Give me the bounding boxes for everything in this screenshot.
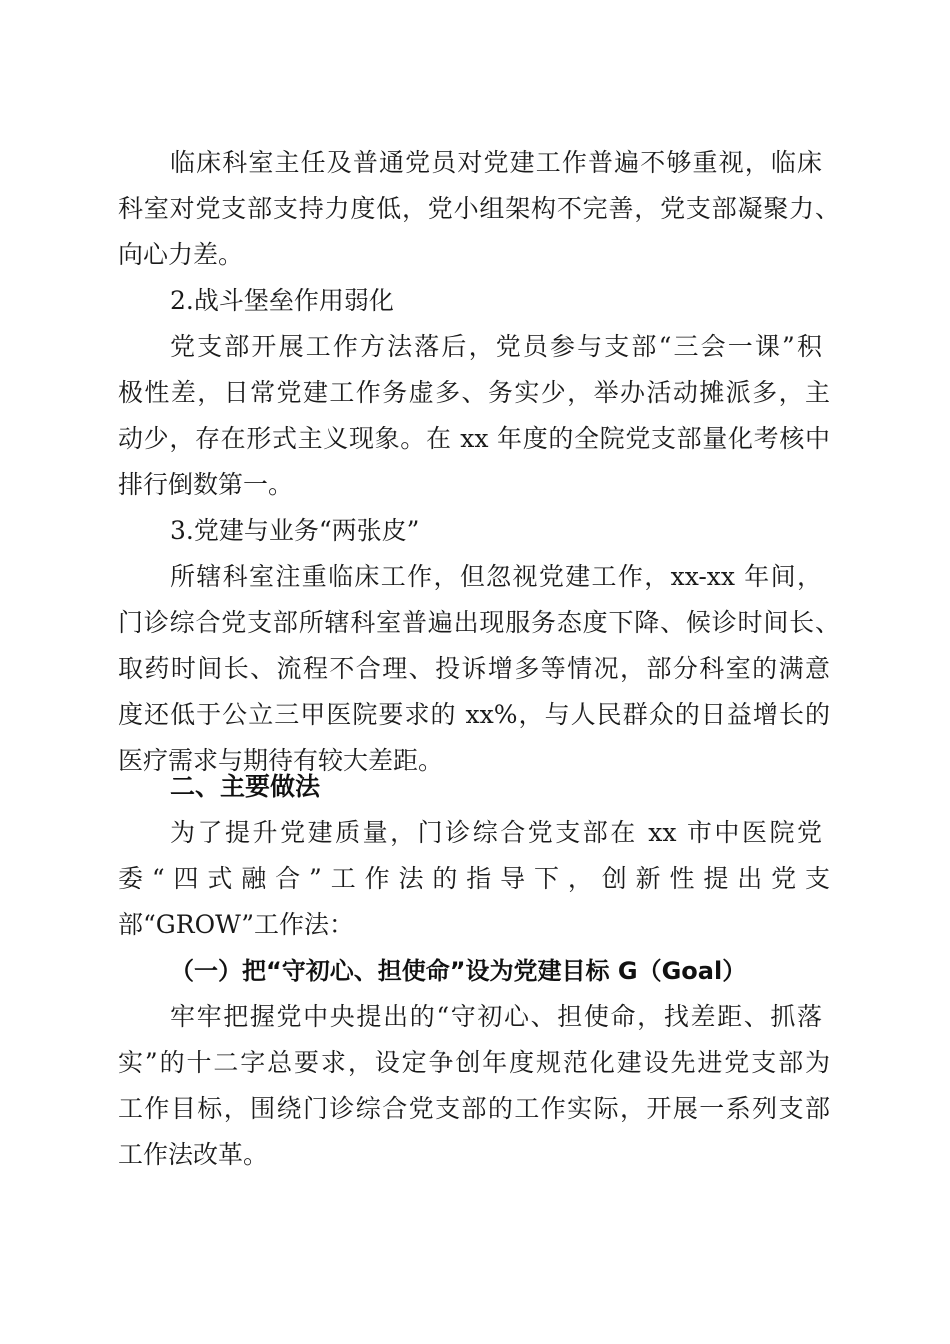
paragraph-line: 党支部开展工作方法落后，党员参与支部“三会一课”积 — [170, 332, 822, 361]
paragraph-line: 度还低于公立三甲医院要求的 xx%，与人民群众的日益增长的 — [118, 700, 830, 729]
paragraph-line: 牢牢把握党中央提出的“守初心、担使命，找差距、抓落 — [170, 1002, 822, 1031]
paragraph-line: 极性差，日常党建工作务虚多、务实少，举办活动摊派多，主 — [118, 378, 830, 407]
section-heading: 二、主要做法 — [170, 772, 321, 801]
paragraph-line: 取药时间长、流程不合理、投诉增多等情况，部分科室的满意 — [118, 654, 830, 683]
paragraph-line: 工作目标，围绕门诊综合党支部的工作实际，开展一系列支部 — [118, 1094, 830, 1123]
subsection-title: 3.党建与业务“两张皮” — [170, 516, 420, 545]
paragraph-line: 科室对党支部支持力度低，党小组架构不完善，党支部凝聚力、 — [118, 194, 840, 223]
paragraph-line: 工作法改革。 — [118, 1140, 269, 1169]
subsection-heading: （一）把“守初心、担使命”设为党建目标 G（Goal） — [170, 957, 747, 985]
paragraph-line: 部“GROW”工作法： — [118, 910, 355, 939]
paragraph-line: 所辖科室注重临床工作，但忽视党建工作，xx-xx 年间， — [170, 562, 822, 591]
paragraph-line: 门诊综合党支部所辖科室普遍出现服务态度下降、候诊时间长、 — [118, 608, 840, 637]
paragraph-line: 为了提升党建质量，门诊综合党支部在 xx 市中医院党 — [170, 818, 822, 847]
paragraph-line: 委“四式融合”工作法的指导下，创新性提出党支 — [118, 864, 830, 893]
paragraph-line: 医疗需求与期待有较大差距。 — [118, 746, 444, 775]
paragraph-line: 临床科室主任及普通党员对党建工作普遍不够重视，临床 — [170, 148, 822, 177]
paragraph-line: 向心力差。 — [118, 240, 244, 269]
paragraph-line: 排行倒数第一。 — [118, 470, 294, 499]
paragraph-line: 实”的十二字总要求，设定争创年度规范化建设先进党支部为 — [118, 1048, 830, 1077]
subsection-title: 2.战斗堡垒作用弱化 — [170, 286, 394, 315]
paragraph-line: 动少，存在形式主义现象。在 xx 年度的全院党支部量化考核中 — [118, 424, 830, 453]
